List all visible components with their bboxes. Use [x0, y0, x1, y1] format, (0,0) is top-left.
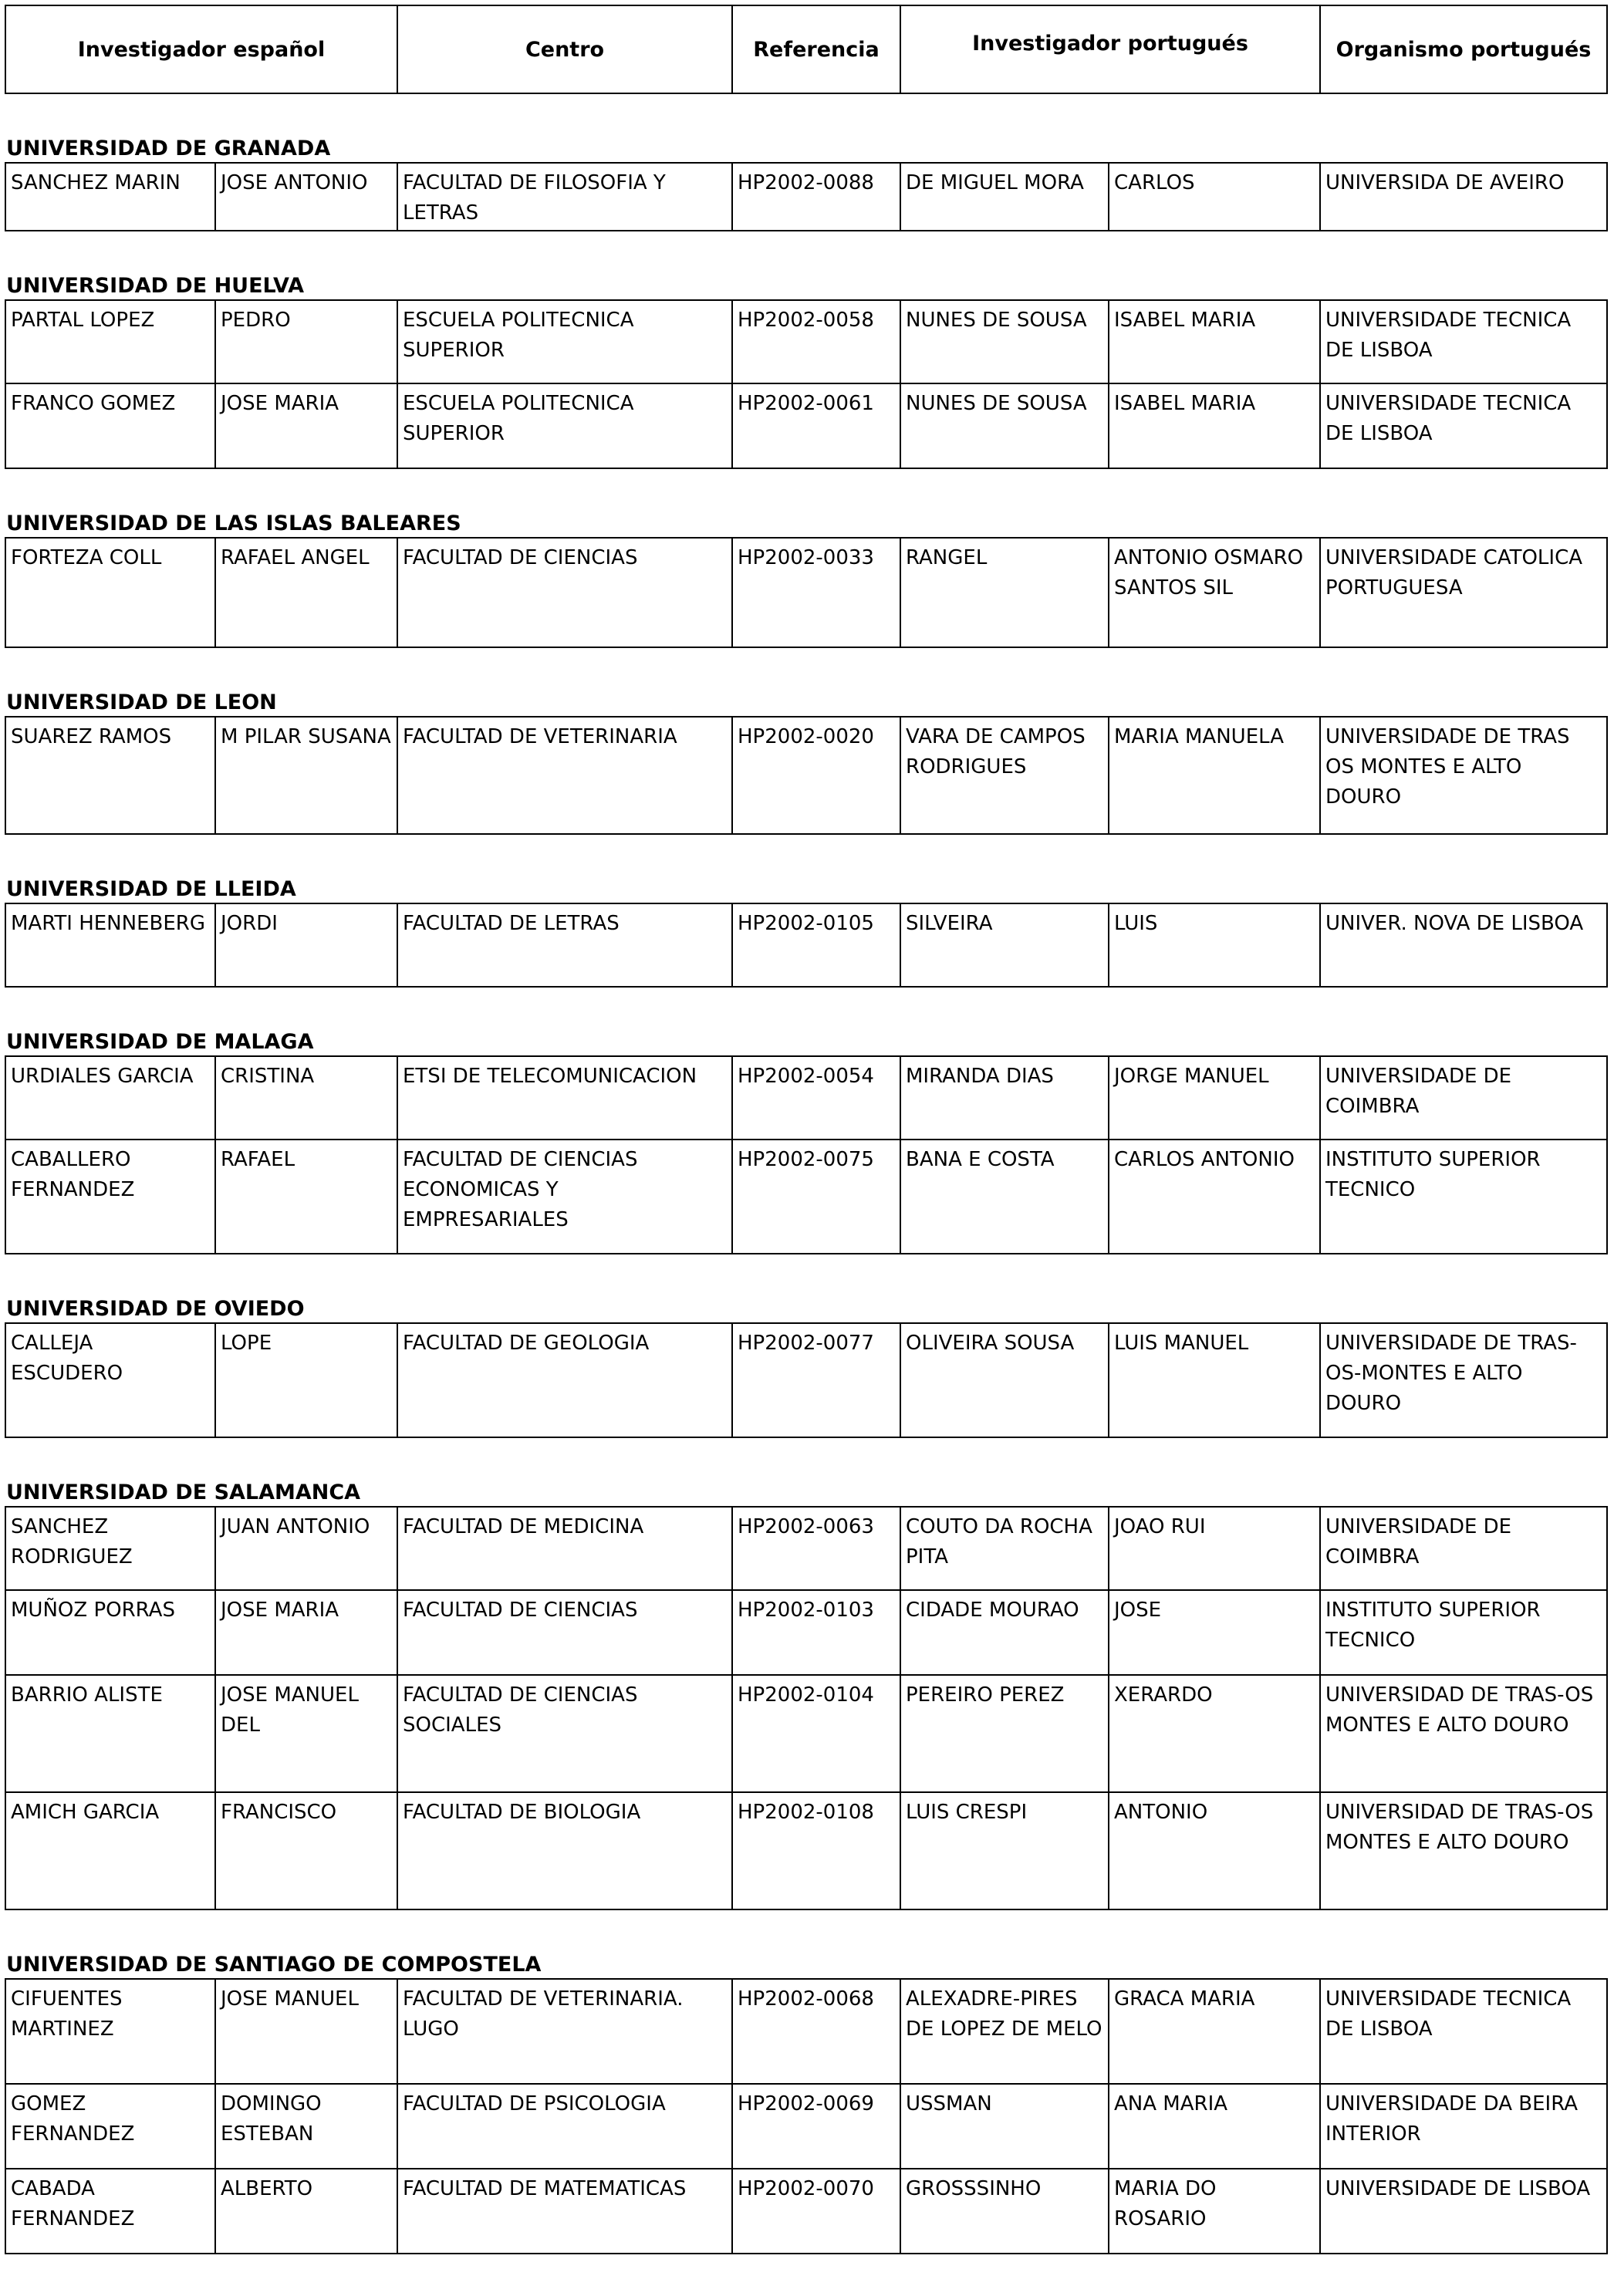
centro-cell: FACULTAD DE CIENCIAS — [397, 538, 732, 647]
referencia-cell: HP2002-0077 — [732, 1323, 900, 1437]
header-organismo-portugues: Organismo portugués — [1320, 5, 1607, 93]
researcher-table — [5, 1322, 1608, 1438]
centro-cell: FACULTAD DE CIENCIAS ECONOMICAS Y EMPRESARIALES — [397, 1140, 732, 1254]
referencia-cell: HP2002-0075 — [732, 1140, 900, 1254]
centro-cell: ESCUELA POLITECNICA SUPERIOR — [397, 300, 732, 383]
nombre-espanol-cell: RAFAEL — [215, 1140, 397, 1254]
apellidos-portugues-cell: MIRANDA DIAS — [900, 1056, 1109, 1140]
table-row — [5, 1056, 1607, 1140]
nombre-portugues-cell: CARLOS — [1109, 163, 1320, 231]
organismo-portugues-cell: UNIVER. NOVA DE LISBOA — [1320, 903, 1607, 987]
university-section — [5, 1480, 1606, 1910]
organismo-portugues-cell: UNIVERSIDADE DE COIMBRA — [1320, 1507, 1607, 1590]
header-referencia: Referencia — [732, 5, 900, 93]
apellidos-espanol-cell: AMICH GARCIA — [5, 1792, 215, 1909]
university-section-title: UNIVERSIDAD DE SANTIAGO DE COMPOSTELA — [6, 1953, 542, 1977]
centro-cell: FACULTAD DE MEDICINA — [397, 1507, 732, 1590]
university-section — [5, 876, 1606, 988]
apellidos-portugues-cell: NUNES DE SOUSA — [900, 300, 1109, 383]
nombre-espanol-cell: JORDI — [215, 903, 397, 987]
nombre-portugues-cell: CARLOS ANTONIO — [1109, 1140, 1320, 1254]
nombre-portugues-cell: LUIS MANUEL — [1109, 1323, 1320, 1437]
apellidos-espanol-cell: FRANCO GOMEZ — [5, 383, 215, 468]
researcher-table — [5, 1506, 1608, 1910]
university-section-title: UNIVERSIDAD DE LEON — [6, 690, 277, 714]
document-page — [5, 5, 1606, 2296]
university-section — [5, 136, 1606, 231]
centro-cell: FACULTAD DE LETRAS — [397, 903, 732, 987]
referencia-cell: HP2002-0105 — [732, 903, 900, 987]
table-row — [5, 1140, 1607, 1254]
table-row — [5, 2084, 1607, 2169]
university-section-title: UNIVERSIDAD DE SALAMANCA — [6, 1481, 361, 1504]
table-row — [5, 538, 1607, 647]
nombre-espanol-cell: DOMINGO ESTEBAN — [215, 2084, 397, 2169]
apellidos-espanol-cell: SUAREZ RAMOS — [5, 717, 215, 834]
apellidos-espanol-cell: GOMEZ FERNANDEZ — [5, 2084, 215, 2169]
apellidos-espanol-cell: CIFUENTES MARTINEZ — [5, 1979, 215, 2084]
researcher-table — [5, 1978, 1608, 2254]
nombre-portugues-cell: GRACA MARIA — [1109, 1979, 1320, 2084]
university-section-title: UNIVERSIDAD DE MALAGA — [6, 1030, 314, 1054]
nombre-portugues-cell: JOSE — [1109, 1590, 1320, 1675]
nombre-espanol-cell: M PILAR SUSANA — [215, 717, 397, 834]
nombre-portugues-cell: XERARDO — [1109, 1675, 1320, 1792]
apellidos-portugues-cell: COUTO DA ROCHA PITA — [900, 1507, 1109, 1590]
apellidos-espanol-cell: BARRIO ALISTE — [5, 1675, 215, 1792]
apellidos-portugues-cell: BANA E COSTA — [900, 1140, 1109, 1254]
table-row — [5, 383, 1607, 468]
table-row — [5, 1590, 1607, 1675]
header-investigador-portugues-label: Investigador portugués — [972, 31, 1248, 56]
apellidos-portugues-cell: ALEXADRE-PIRES DE LOPEZ DE MELO — [900, 1979, 1109, 2084]
centro-cell: FACULTAD DE GEOLOGIA — [397, 1323, 732, 1437]
table-row — [5, 1979, 1607, 2084]
researcher-table — [5, 903, 1608, 988]
apellidos-espanol-cell: SANCHEZ MARIN — [5, 163, 215, 231]
nombre-espanol-cell: JOSE MARIA — [215, 1590, 397, 1675]
apellidos-espanol-cell: MUÑOZ PORRAS — [5, 1590, 215, 1675]
apellidos-portugues-cell: RANGEL — [900, 538, 1109, 647]
researcher-table — [5, 537, 1608, 648]
referencia-cell: HP2002-0068 — [732, 1979, 900, 2084]
apellidos-espanol-cell: MARTI HENNEBERG — [5, 903, 215, 987]
referencia-cell: HP2002-0088 — [732, 163, 900, 231]
university-section-title: UNIVERSIDAD DE HUELVA — [6, 274, 304, 298]
organismo-portugues-cell: UNIVERSIDADE CATOLICA PORTUGUESA — [1320, 538, 1607, 647]
table-row — [5, 1675, 1607, 1792]
referencia-cell: HP2002-0020 — [732, 717, 900, 834]
apellidos-portugues-cell: OLIVEIRA SOUSA — [900, 1323, 1109, 1437]
nombre-espanol-cell: JOSE MARIA — [215, 383, 397, 468]
university-sections — [5, 136, 1606, 2254]
table-row — [5, 903, 1607, 987]
centro-cell: FACULTAD DE PSICOLOGIA — [397, 2084, 732, 2169]
table-row — [5, 717, 1607, 834]
nombre-espanol-cell: FRANCISCO — [215, 1792, 397, 1909]
organismo-portugues-cell: UNIVERSIDADE DE TRAS OS MONTES E ALTO DOURO — [1320, 717, 1607, 834]
apellidos-espanol-cell: CALLEJA ESCUDERO — [5, 1323, 215, 1437]
nombre-portugues-cell: MARIA MANUELA — [1109, 717, 1320, 834]
researcher-table — [5, 162, 1608, 231]
university-section-title: UNIVERSIDAD DE OVIEDO — [6, 1297, 305, 1321]
referencia-cell: HP2002-0108 — [732, 1792, 900, 1909]
column-header-table — [5, 5, 1608, 94]
apellidos-portugues-cell: GROSSSINHO — [900, 2169, 1109, 2254]
nombre-espanol-cell: JOSE ANTONIO — [215, 163, 397, 231]
table-row — [5, 1507, 1607, 1590]
centro-cell: FACULTAD DE VETERINARIA — [397, 717, 732, 834]
table-row — [5, 1323, 1607, 1437]
nombre-portugues-cell: ISABEL MARIA — [1109, 383, 1320, 468]
centro-cell: FACULTAD DE BIOLOGIA — [397, 1792, 732, 1909]
nombre-espanol-cell: JOSE MANUEL DEL — [215, 1675, 397, 1792]
referencia-cell: HP2002-0063 — [732, 1507, 900, 1590]
table-row — [5, 300, 1607, 383]
referencia-cell: HP2002-0104 — [732, 1675, 900, 1792]
apellidos-espanol-cell: CABADA FERNANDEZ — [5, 2169, 215, 2254]
table-row — [5, 163, 1607, 231]
header-centro: Centro — [397, 5, 732, 93]
nombre-espanol-cell: PEDRO — [215, 300, 397, 383]
organismo-portugues-cell: UNIVERSIDADE DE LISBOA — [1320, 2169, 1607, 2254]
centro-cell: FACULTAD DE CIENCIAS SOCIALES — [397, 1675, 732, 1792]
university-section-title: UNIVERSIDAD DE GRANADA — [6, 137, 331, 160]
apellidos-portugues-cell: PEREIRO PEREZ — [900, 1675, 1109, 1792]
nombre-espanol-cell: JOSE MANUEL — [215, 1979, 397, 2084]
apellidos-portugues-cell: DE MIGUEL MORA — [900, 163, 1109, 231]
referencia-cell: HP2002-0058 — [732, 300, 900, 383]
apellidos-espanol-cell: FORTEZA COLL — [5, 538, 215, 647]
university-section — [5, 1029, 1606, 1254]
university-section — [5, 511, 1606, 648]
university-section-title: UNIVERSIDAD DE LLEIDA — [6, 877, 296, 901]
apellidos-espanol-cell: PARTAL LOPEZ — [5, 300, 215, 383]
centro-cell: FACULTAD DE MATEMATICAS — [397, 2169, 732, 2254]
centro-cell: ETSI DE TELECOMUNICACION — [397, 1056, 732, 1140]
nombre-espanol-cell: CRISTINA — [215, 1056, 397, 1140]
organismo-portugues-cell: UNIVERSIDADE DA BEIRA INTERIOR — [1320, 2084, 1607, 2169]
apellidos-portugues-cell: SILVEIRA — [900, 903, 1109, 987]
organismo-portugues-cell: INSTITUTO SUPERIOR TECNICO — [1320, 1590, 1607, 1675]
nombre-espanol-cell: ALBERTO — [215, 2169, 397, 2254]
nombre-portugues-cell: ISABEL MARIA — [1109, 300, 1320, 383]
centro-cell: FACULTAD DE FILOSOFIA Y LETRAS — [397, 163, 732, 231]
organismo-portugues-cell: UNIVERSIDADE TECNICA DE LISBOA — [1320, 300, 1607, 383]
researcher-table — [5, 299, 1608, 469]
organismo-portugues-cell: INSTITUTO SUPERIOR TECNICO — [1320, 1140, 1607, 1254]
centro-cell: FACULTAD DE CIENCIAS — [397, 1590, 732, 1675]
table-row — [5, 1792, 1607, 1909]
referencia-cell: HP2002-0054 — [732, 1056, 900, 1140]
university-section — [5, 1296, 1606, 1438]
column-header-row — [5, 5, 1607, 93]
nombre-portugues-cell: MARIA DO ROSARIO — [1109, 2169, 1320, 2254]
nombre-portugues-cell: ANA MARIA — [1109, 2084, 1320, 2169]
nombre-espanol-cell: JUAN ANTONIO — [215, 1507, 397, 1590]
table-row — [5, 2169, 1607, 2254]
centro-cell: ESCUELA POLITECNICA SUPERIOR — [397, 383, 732, 468]
apellidos-espanol-cell: URDIALES GARCIA — [5, 1056, 215, 1140]
apellidos-portugues-cell: LUIS CRESPI — [900, 1792, 1109, 1909]
nombre-portugues-cell: JOAO RUI — [1109, 1507, 1320, 1590]
apellidos-portugues-cell: CIDADE MOURAO — [900, 1590, 1109, 1675]
header-investigador-portugues — [900, 5, 1320, 93]
referencia-cell: HP2002-0103 — [732, 1590, 900, 1675]
organismo-portugues-cell: UNIVERSIDADE DE TRAS-OS-MONTES E ALTO DOURO — [1320, 1323, 1607, 1437]
organismo-portugues-cell: UNIVERSIDAD DE TRAS-OS MONTES E ALTO DOURO — [1320, 1792, 1607, 1909]
nombre-espanol-cell: RAFAEL ANGEL — [215, 538, 397, 647]
organismo-portugues-cell: UNIVERSIDADE TECNICA DE LISBOA — [1320, 383, 1607, 468]
nombre-portugues-cell: JORGE MANUEL — [1109, 1056, 1320, 1140]
header-investigador-espanol: Investigador español — [5, 5, 397, 93]
nombre-portugues-cell: ANTONIO — [1109, 1792, 1320, 1909]
researcher-table — [5, 1055, 1608, 1254]
referencia-cell: HP2002-0061 — [732, 383, 900, 468]
university-section — [5, 273, 1606, 469]
organismo-portugues-cell: UNIVERSIDADE DE COIMBRA — [1320, 1056, 1607, 1140]
university-section — [5, 690, 1606, 835]
referencia-cell: HP2002-0069 — [732, 2084, 900, 2169]
referencia-cell: HP2002-0070 — [732, 2169, 900, 2254]
apellidos-portugues-cell: NUNES DE SOUSA — [900, 383, 1109, 468]
apellidos-portugues-cell: USSMAN — [900, 2084, 1109, 2169]
nombre-espanol-cell: LOPE — [215, 1323, 397, 1437]
nombre-portugues-cell: LUIS — [1109, 903, 1320, 987]
university-section-title: UNIVERSIDAD DE LAS ISLAS BALEARES — [6, 512, 461, 535]
apellidos-espanol-cell: CABALLERO FERNANDEZ — [5, 1140, 215, 1254]
organismo-portugues-cell: UNIVERSIDADE TECNICA DE LISBOA — [1320, 1979, 1607, 2084]
referencia-cell: HP2002-0033 — [732, 538, 900, 647]
university-section — [5, 1952, 1606, 2254]
researcher-table — [5, 716, 1608, 835]
nombre-portugues-cell: ANTONIO OSMARO SANTOS SIL — [1109, 538, 1320, 647]
organismo-portugues-cell: UNIVERSIDA DE AVEIRO — [1320, 163, 1607, 231]
apellidos-portugues-cell: VARA DE CAMPOS RODRIGUES — [900, 717, 1109, 834]
organismo-portugues-cell: UNIVERSIDAD DE TRAS-OS MONTES E ALTO DOURO — [1320, 1675, 1607, 1792]
apellidos-espanol-cell: SANCHEZ RODRIGUEZ — [5, 1507, 215, 1590]
centro-cell: FACULTAD DE VETERINARIA. LUGO — [397, 1979, 732, 2084]
